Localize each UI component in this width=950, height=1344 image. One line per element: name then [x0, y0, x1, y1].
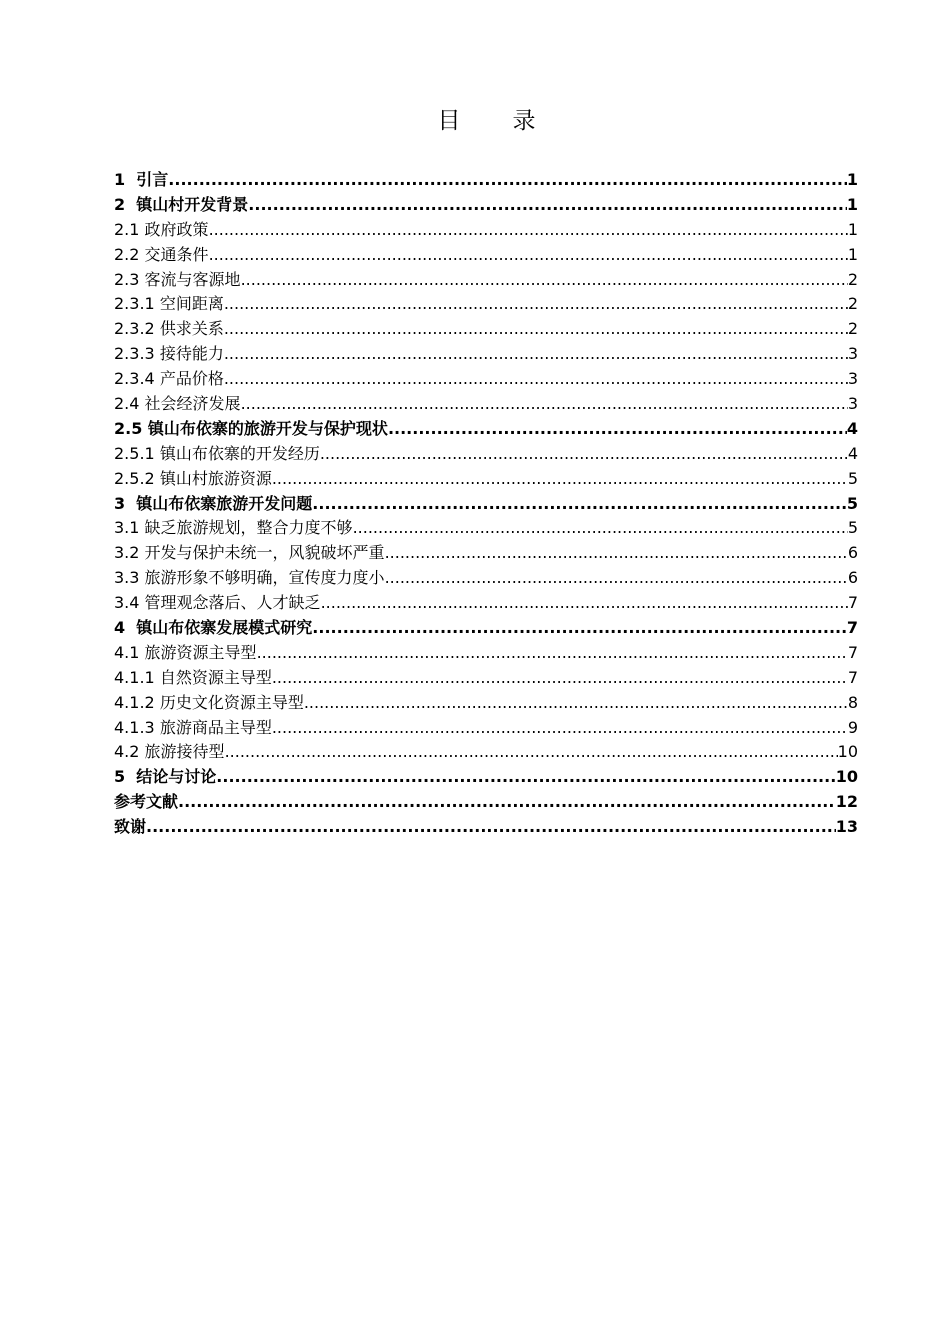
toc-entry-page: 6	[847, 543, 858, 563]
toc-entry[interactable]	[114, 292, 858, 317]
toc-leader-dots	[385, 541, 848, 566]
toc-leader-dots	[388, 417, 847, 442]
toc-entry[interactable]	[114, 268, 858, 293]
toc-leader-dots	[224, 292, 848, 317]
toc-entry-number: 2.2	[114, 244, 140, 264]
toc-entry-page: 7	[847, 667, 858, 687]
toc-leader-dots	[209, 243, 848, 268]
toc-entry-page: 7	[846, 618, 858, 638]
toc-leader-dots	[224, 367, 848, 392]
toc-list	[114, 168, 858, 840]
toc-entry-page: 4	[847, 443, 858, 463]
toc-leader-dots	[304, 691, 848, 716]
toc-entry-page: 10	[835, 767, 858, 787]
toc-entry[interactable]	[114, 740, 858, 765]
toc-entry-page: 1	[847, 244, 858, 264]
toc-entry-number: 3.3	[114, 568, 140, 588]
toc-entry[interactable]	[114, 317, 858, 342]
toc-entry-separator	[125, 193, 136, 218]
toc-entry-page: 4	[846, 418, 858, 438]
toc-leader-dots	[168, 168, 847, 193]
toc-entry-page: 7	[847, 642, 858, 662]
toc-leader-dots	[216, 765, 835, 790]
toc-entry-page: 1	[846, 194, 858, 214]
toc-leader-dots	[321, 591, 848, 616]
toc-leader-dots	[312, 616, 847, 641]
toc-leader-dots	[257, 641, 848, 666]
toc-entry-page: 9	[847, 717, 858, 737]
toc-entry-number: 2.3	[114, 269, 140, 289]
toc-entry-page: 12	[835, 792, 858, 812]
toc-leader-dots	[353, 516, 848, 541]
toc-entry[interactable]	[114, 367, 858, 392]
toc-leader-dots	[248, 193, 847, 218]
toc-leader-dots	[312, 492, 847, 517]
toc-entry-title: 社会经济发展	[144, 394, 241, 414]
toc-entry-number: 4.2	[114, 742, 140, 762]
toc-entry[interactable]	[114, 641, 858, 666]
toc-entry-title: 镇山布依寨旅游开发问题	[136, 493, 313, 513]
toc-entry-page: 3	[847, 344, 858, 364]
toc-leader-dots	[225, 740, 838, 765]
toc-entry-title: 致谢	[114, 817, 147, 837]
toc-entry-title: 缺乏旅游规划，整合力度不够	[144, 518, 353, 538]
toc-entry-number: 3.1	[114, 518, 140, 538]
toc-entry-page: 3	[847, 369, 858, 389]
toc-entry-number: 2	[114, 194, 126, 214]
toc-entry[interactable]	[114, 467, 858, 492]
toc-entry-title: 供求关系	[159, 319, 224, 339]
toc-entry-title: 旅游接待型	[144, 742, 225, 762]
toc-entry-page: 1	[846, 170, 858, 189]
toc-entry[interactable]	[114, 442, 858, 467]
toc-entry-title: 镇山村开发背景	[136, 194, 249, 214]
toc-entry-number: 4.1.2	[114, 692, 155, 712]
toc-entry-page: 2	[847, 319, 858, 339]
toc-leader-dots	[241, 392, 848, 417]
toc-leader-dots	[241, 268, 848, 293]
toc-entry-page: 8	[847, 692, 858, 712]
toc-entry-number: 4.1.3	[114, 717, 155, 737]
toc-entry[interactable]	[114, 168, 858, 193]
toc-leader-dots	[385, 566, 848, 591]
toc-entry-number: 2.5	[114, 418, 143, 438]
toc-entry-title: 参考文献	[114, 792, 179, 812]
toc-entry[interactable]	[114, 417, 858, 442]
toc-entry[interactable]	[114, 691, 858, 716]
toc-entry-page: 7	[847, 593, 858, 613]
toc-leader-dots	[146, 815, 836, 840]
toc-leader-dots	[320, 442, 848, 467]
toc-entry-number: 2.3.1	[114, 294, 155, 314]
toc-entry-title: 历史文化资源主导型	[159, 692, 304, 712]
toc-entry-separator	[125, 616, 136, 641]
toc-entry[interactable]	[114, 541, 858, 566]
toc-entry-number: 2.5.1	[114, 443, 155, 463]
toc-entry-page: 5	[846, 493, 858, 513]
toc-leader-dots	[209, 218, 848, 243]
toc-entry-title: 镇山布依寨的开发经历	[159, 443, 320, 463]
toc-entry[interactable]	[114, 218, 858, 243]
toc-entry-page: 6	[847, 568, 858, 588]
toc-leader-dots	[224, 342, 848, 367]
toc-entry-title: 产品价格	[159, 369, 224, 389]
toc-entry[interactable]	[114, 815, 858, 840]
toc-entry-title: 引言	[136, 170, 169, 189]
toc-entry-number: 2.4	[114, 394, 140, 414]
toc-entry[interactable]	[114, 342, 858, 367]
toc-entry-title: 旅游形象不够明确，宣传度力度小	[144, 568, 385, 588]
toc-entry[interactable]	[114, 716, 858, 741]
toc-entry-separator	[125, 168, 136, 193]
toc-entry-number: 4.1.1	[114, 667, 155, 687]
toc-entry-title: 镇山布依寨的旅游开发与保护现状	[147, 418, 388, 438]
toc-entry[interactable]	[114, 616, 858, 641]
toc-entry[interactable]	[114, 193, 858, 218]
toc-entry-title: 结论与讨论	[136, 767, 217, 787]
toc-entry-page: 13	[835, 817, 858, 837]
toc-entry-title: 旅游商品主导型	[159, 717, 272, 737]
toc-entry-title: 政府政策	[144, 219, 209, 239]
toc-entry-separator	[125, 765, 136, 790]
toc-entry[interactable]	[114, 243, 858, 268]
toc-entry-page: 3	[847, 394, 858, 414]
toc-entry[interactable]	[114, 392, 858, 417]
toc-entry-number: 2.5.2	[114, 468, 155, 488]
toc-entry-number: 1	[114, 170, 126, 189]
toc-entry-number: 2.1	[114, 219, 140, 239]
toc-entry-number: 3.2	[114, 543, 140, 563]
toc-entry[interactable]	[114, 492, 858, 517]
toc-entry-title: 空间距离	[159, 294, 224, 314]
toc-entry-page: 2	[847, 294, 858, 314]
toc-entry[interactable]	[114, 666, 858, 691]
toc-title: 目 录	[437, 108, 538, 134]
toc-entry-number: 3.4	[114, 593, 140, 613]
toc-entry-number: 2.3.3	[114, 344, 155, 364]
toc-entry-title: 交通条件	[144, 244, 209, 264]
toc-entry-separator	[125, 492, 136, 517]
toc-entry-title: 客流与客源地	[144, 269, 241, 289]
toc-entry-title: 镇山布依寨发展模式研究	[136, 618, 313, 638]
toc-entry-number: 2.3.4	[114, 369, 155, 389]
toc-leader-dots	[272, 467, 848, 492]
toc-entry-page: 10	[837, 742, 858, 762]
toc-entry-page: 1	[847, 219, 858, 239]
toc-entry-page: 5	[847, 468, 858, 488]
toc-entry-number: 2.3.2	[114, 319, 155, 339]
toc-entry[interactable]	[114, 790, 858, 815]
toc-entry-title: 开发与保护未统一，风貌破坏严重	[144, 543, 385, 563]
toc-entry[interactable]	[114, 765, 858, 790]
toc-entry-title: 自然资源主导型	[159, 667, 272, 687]
toc-entry-title: 接待能力	[159, 344, 224, 364]
toc-entry-title: 旅游资源主导型	[144, 642, 257, 662]
toc-leader-dots	[178, 790, 836, 815]
toc-entry-page: 2	[847, 269, 858, 289]
toc-entry-number: 4.1	[114, 642, 140, 662]
toc-entry[interactable]	[114, 591, 858, 616]
toc-leader-dots	[224, 317, 848, 342]
toc-entry-number: 3	[114, 493, 126, 513]
toc-entry-number: 4	[114, 618, 126, 638]
toc-entry[interactable]	[114, 516, 858, 541]
toc-entry-number: 5	[114, 767, 126, 787]
toc-entry[interactable]	[114, 566, 858, 591]
toc-entry-title: 镇山村旅游资源	[159, 468, 272, 488]
toc-entry-title: 管理观念落后、人才缺乏	[144, 593, 321, 613]
toc-leader-dots	[272, 716, 848, 741]
toc-entry-page: 5	[847, 518, 858, 538]
toc-leader-dots	[272, 666, 848, 691]
